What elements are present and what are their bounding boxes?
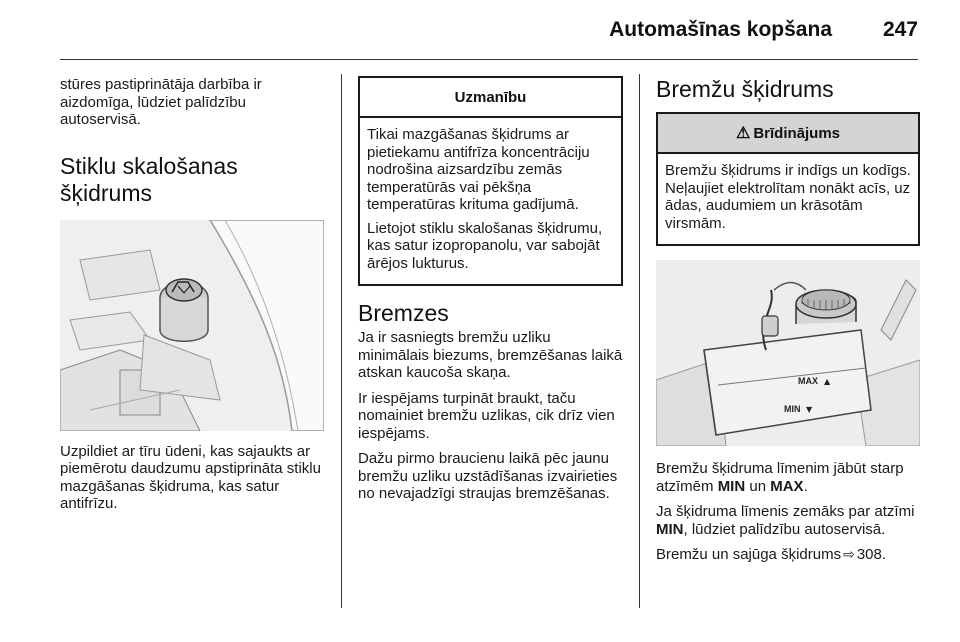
page-header [0,0,960,62]
washer-fill-paragraph: Uzpildiet ar tīru ūdeni, kas sajaukts ar piemērotu daudzumu apstiprināta stiklu mazgāšanas šķidruma, kas satur antifrīzu. [60,442,321,512]
brake-level-paragraph: Bremžu šķidruma līmenim jābūt starp atzīmēm MIN un MAX. [656,460,904,495]
page-number: 247 [882,18,918,41]
warning-text: Bremžu šķidrums ir indīgs un kodīgs. Neļaujiet elektrolītam nonākt acīs, uz ādas, audumiem un krāsotām virsmām. [665,162,911,232]
caution-paragraph-2: Lietojot stiklu skalošanas šķidrumu, kas satur izopropanolu, var sabojāt ārējos lukturus. [367,219,603,272]
min-mark-arrow-icon: ▼ [806,405,813,414]
washer-fluid-reservoir-illustration [60,220,324,431]
page-reference-arrow-icon: ⇨ [843,546,855,562]
warning-box [656,112,920,246]
brake-fluid-heading: Bremžu šķidrums [656,76,834,102]
column-2 [358,76,623,511]
header-divider [60,59,918,60]
brake-fluid-reservoir-illustration [656,260,920,446]
warning-triangle-icon: ⚠ [735,125,751,142]
warning-title: Brīdinājums [753,124,841,142]
column-divider-1 [341,74,342,608]
brakes-paragraph-2: Ir iespējams turpināt braukt, taču nomainiet bremžu uzlikas, cik drīz vien iespējams. [358,389,615,442]
column-divider-2 [639,74,640,608]
reference-text: Bremžu un sajūga šķidrums [656,546,842,563]
caution-box [358,76,623,286]
brakes-paragraph-1: Ja ir sasniegts bremžu uzliku minimālais biezums, bremzēšanas laikā atskan kaucoša skaņa. [358,329,623,381]
min-keyword: MIN [717,477,746,495]
caution-paragraph-1: Tikai mazgāšanas šķidrums ar pietiekamu antifrīza koncentrāciju nodrošina aizsardzību zemās temperatūrās vai pēkšņa temperatūras krituma gadījumā. [367,126,590,213]
warning-header [658,114,918,154]
intro-paragraph: stūres pastiprinātāja darbība ir aizdomīga, lūdziet palīdzību autoservisā. [60,76,262,128]
brake-low-paragraph: Ja šķidruma līmenis zemāks par atzīmi MIN, lūdziet palīdzību autoservisā. [656,503,915,538]
max-keyword: MAX [770,477,804,495]
reference-page[interactable]: 308. [856,546,887,563]
brakes-paragraph-3: Dažu pirmo braucienu laikā pēc jaunu bremžu uzliku uzstādīšanas izvairieties no nevajadzīgi straujas bremzēšanas. [358,450,618,502]
max-mark-arrow-icon: ▲ [824,377,831,386]
min-mark-label: MIN [784,404,801,414]
brakes-heading: Bremzes [358,300,449,326]
caution-title: Uzmanību [360,78,621,118]
brake-reference-paragraph [656,546,920,564]
column-1 [60,76,324,521]
washer-fluid-heading: Stiklu skalošanas šķidrums [60,152,238,206]
max-mark-label: MAX [798,376,818,386]
min-keyword-2: MIN [656,520,684,538]
column-3 [656,76,920,572]
section-title: Automašīnas kopšana [609,18,832,41]
